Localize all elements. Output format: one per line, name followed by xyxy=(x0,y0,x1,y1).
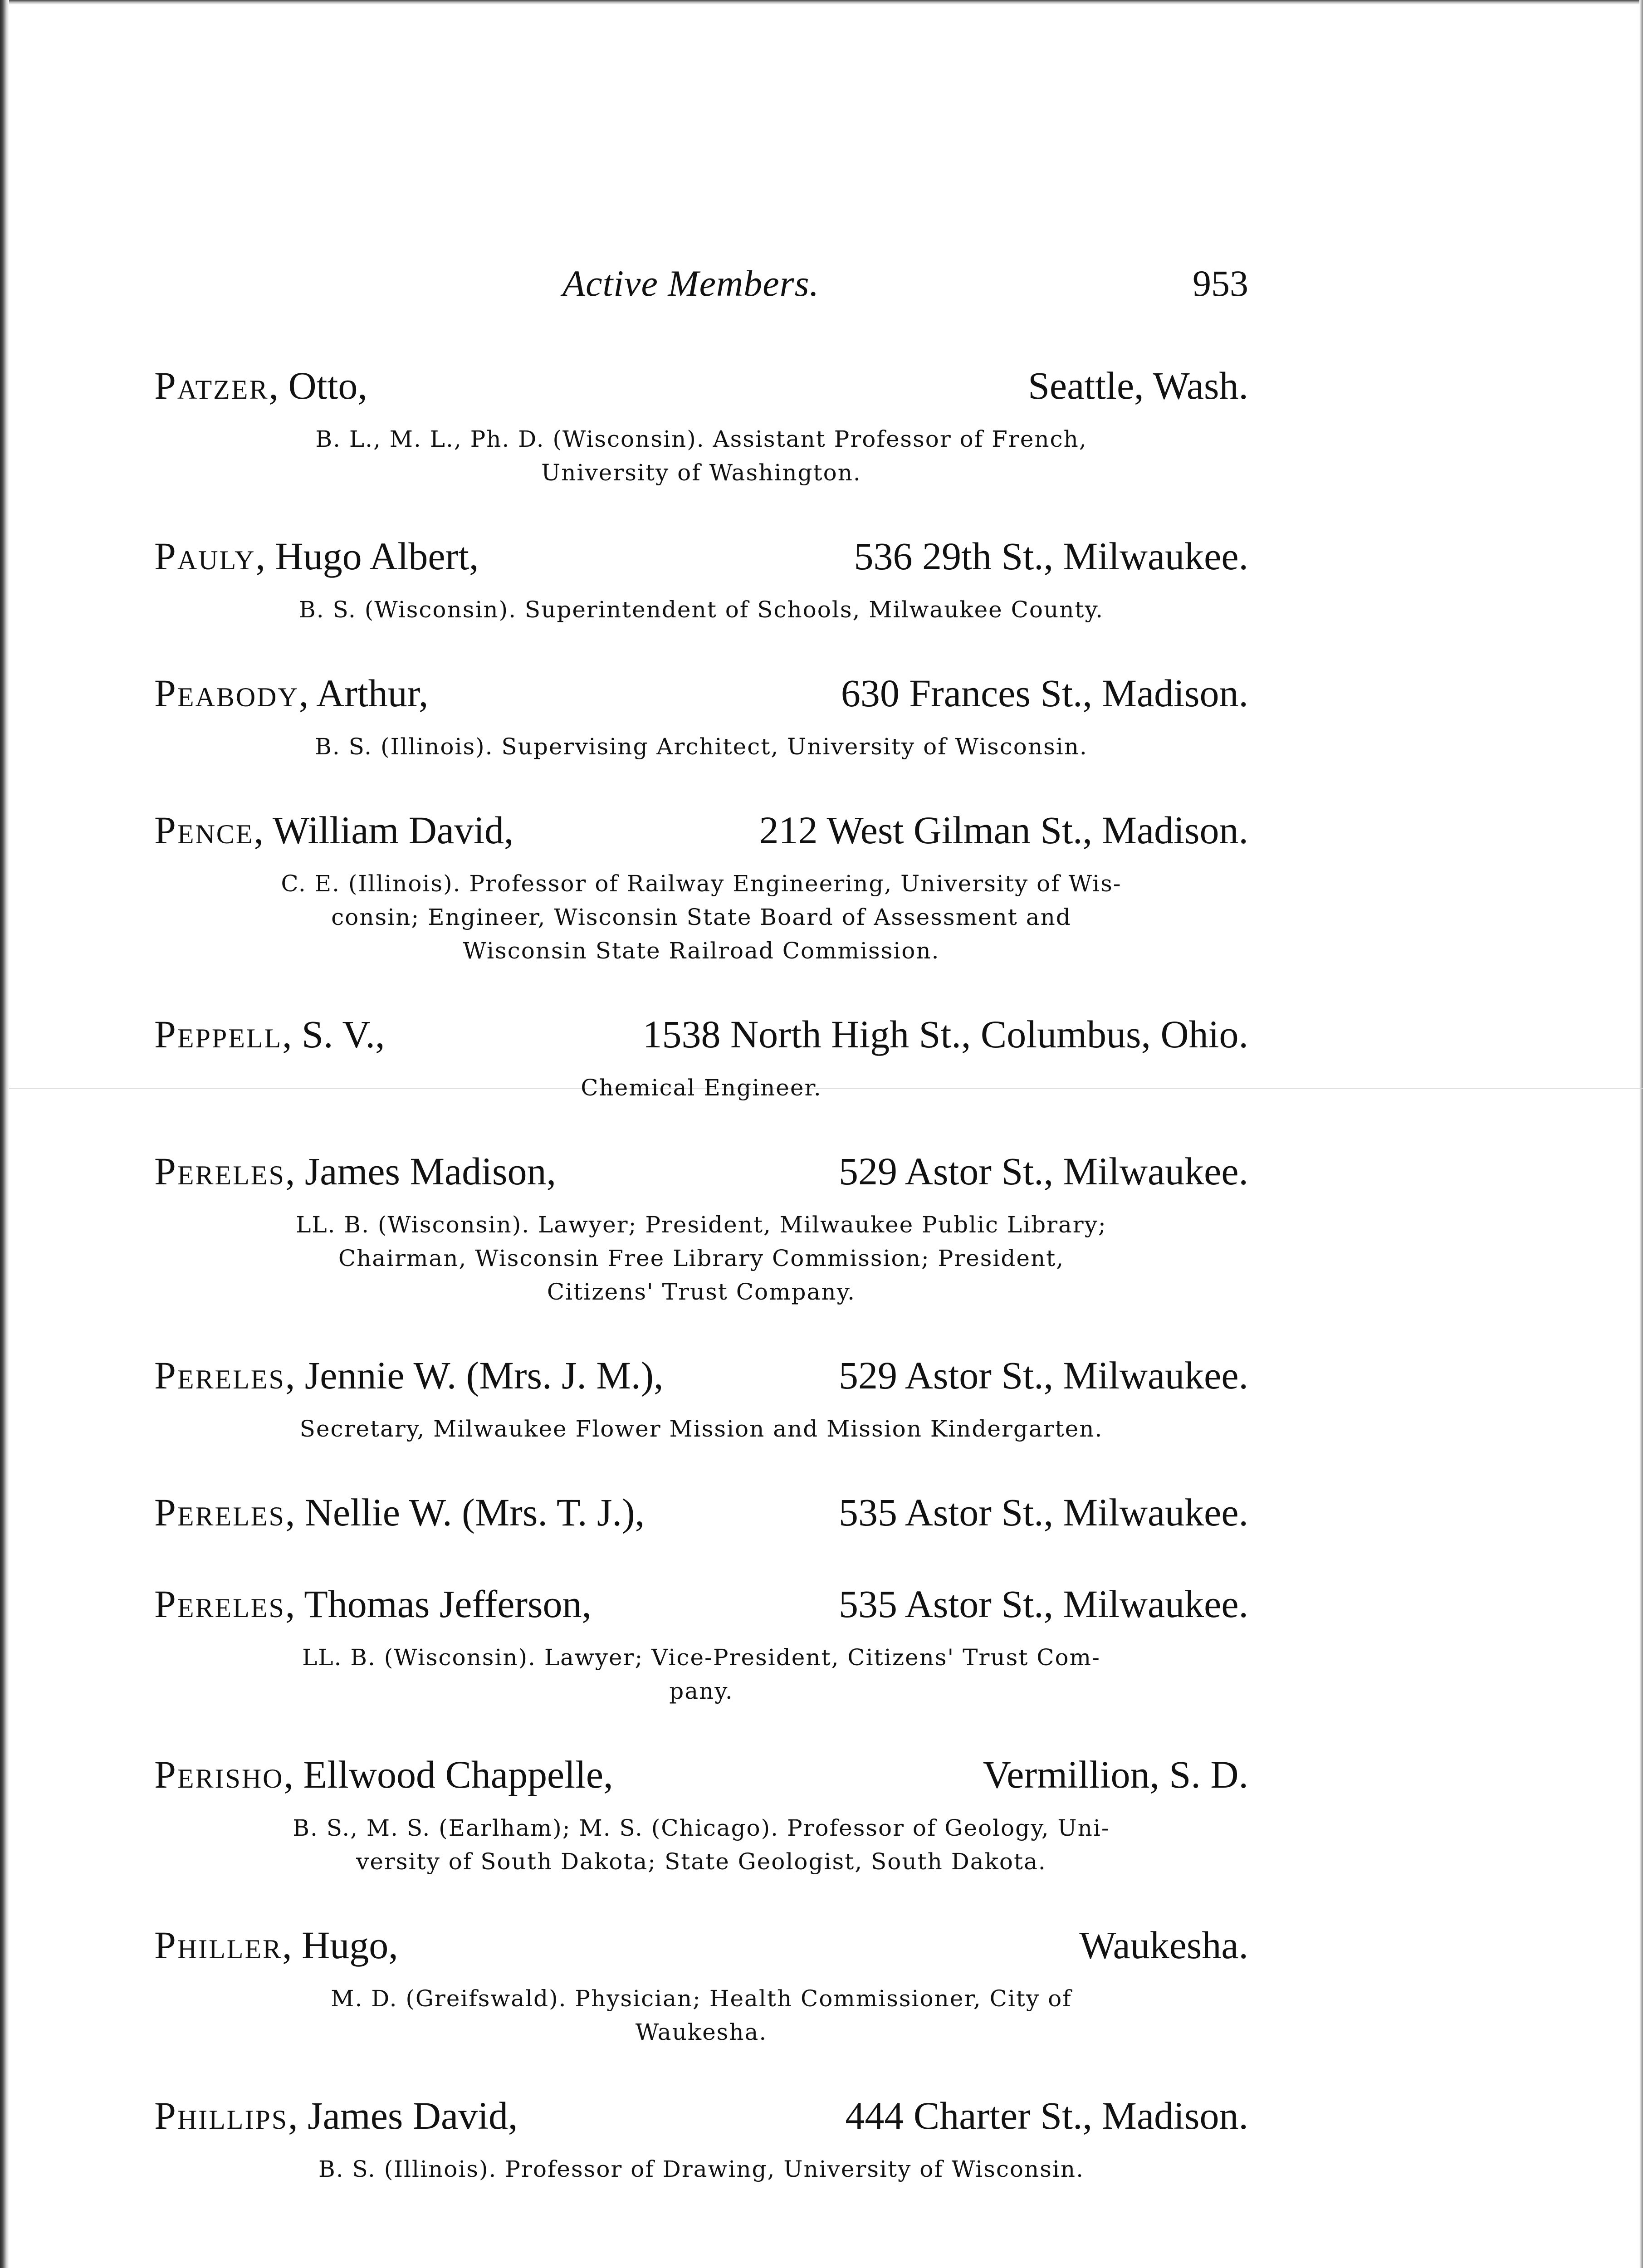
member-given-name: , Otto, xyxy=(269,364,367,407)
member-entry xyxy=(154,1487,1248,1537)
entry-header xyxy=(154,805,1248,855)
member-surname: Pence xyxy=(154,808,254,852)
running-head xyxy=(154,262,1248,321)
member-entry xyxy=(154,2091,1248,2186)
member-description: C. E. (Illinois). Professor of Railway Engineering, University of Wis- consin; Engineer, Wisconsin State Board of Assessment and Wisconsin State Railroad Commission. xyxy=(281,870,1122,964)
member-name xyxy=(154,1579,592,1629)
member-surname: Pauly xyxy=(154,534,256,578)
member-address: 1538 North High St., Columbus, Ohio. xyxy=(642,1012,1248,1056)
member-given-name: , Thomas Jefferson, xyxy=(285,1582,592,1626)
member-address: Vermillion, S. D. xyxy=(983,1753,1248,1796)
member-surname: Pereles xyxy=(154,1582,285,1626)
member-surname: Philler xyxy=(154,1923,283,1967)
page-number: 953 xyxy=(1193,263,1248,304)
member-given-name: , Arthur, xyxy=(298,671,429,715)
member-address: 529 Astor St., Milwaukee. xyxy=(839,1354,1248,1397)
member-description: Secretary, Milwaukee Flower Mission and Mission Kindergarten. xyxy=(299,1416,1103,1442)
member-description: B. S. (Illinois). Supervising Architect, University of Wisconsin. xyxy=(315,733,1088,760)
member-given-name: , William David, xyxy=(254,808,514,852)
member-address: 536 29th St., Milwaukee. xyxy=(854,534,1248,578)
member-address: Seattle, Wash. xyxy=(1028,364,1248,407)
member-surname: Perisho xyxy=(154,1753,284,1796)
member-given-name: , S. V., xyxy=(282,1012,385,1056)
member-description: B. S., M. S. (Earlham); M. S. (Chicago). Professor of Geology, Uni- versity of South Dakota; State Geologist, South Dakota. xyxy=(293,1815,1110,1875)
entry-header xyxy=(154,531,1248,581)
member-name xyxy=(154,2091,518,2141)
member-entry xyxy=(154,1920,1248,2049)
entry-header xyxy=(154,1487,1248,1537)
member-surname: Peabody xyxy=(154,671,299,715)
member-given-name: , Nellie W. (Mrs. T. J.), xyxy=(285,1491,645,1534)
member-surname: Peppell xyxy=(154,1012,283,1056)
member-entry xyxy=(154,361,1248,489)
member-name xyxy=(154,1750,613,1799)
member-entry xyxy=(154,1009,1248,1105)
member-description: B. S. (Wisconsin). Superintendent of Schools, Milwaukee County. xyxy=(298,596,1104,623)
entry-header xyxy=(154,1750,1248,1799)
member-surname: Pereles xyxy=(154,1491,285,1534)
member-given-name: , Jennie W. (Mrs. J. M.), xyxy=(285,1354,664,1397)
member-list xyxy=(154,361,1248,2228)
member-name xyxy=(154,531,479,581)
member-name xyxy=(154,1487,645,1537)
member-address: 535 Astor St., Milwaukee. xyxy=(839,1491,1248,1534)
member-entry xyxy=(154,531,1248,626)
member-name xyxy=(154,361,367,411)
member-name xyxy=(154,1009,385,1059)
running-title: Active Members. xyxy=(562,263,819,304)
entry-header xyxy=(154,1009,1248,1059)
member-name xyxy=(154,668,428,718)
member-description: B. S. (Illinois). Professor of Drawing, University of Wisconsin. xyxy=(318,2156,1084,2182)
member-name xyxy=(154,805,513,855)
member-given-name: , James Madison, xyxy=(285,1149,556,1193)
member-entry xyxy=(154,1146,1248,1309)
member-name xyxy=(154,1920,398,1970)
member-given-name: , Ellwood Chappelle, xyxy=(284,1753,613,1796)
entry-header xyxy=(154,2091,1248,2141)
member-name xyxy=(154,1350,664,1400)
member-description: LL. B. (Wisconsin). Lawyer; Vice-President, Citizens' Trust Com- pany. xyxy=(302,1644,1100,1704)
member-address: 630 Frances St., Madison. xyxy=(841,671,1248,715)
entry-header xyxy=(154,1579,1248,1629)
member-description: B. L., M. L., Ph. D. (Wisconsin). Assistant Professor of French, University of Washington. xyxy=(315,426,1087,486)
member-entry xyxy=(154,1350,1248,1446)
entry-header xyxy=(154,1920,1248,1970)
member-address: 535 Astor St., Milwaukee. xyxy=(839,1582,1248,1626)
member-entry xyxy=(154,805,1248,968)
member-description: LL. B. (Wisconsin). Lawyer; President, Milwaukee Public Library; Chairman, Wisconsin Free Library Commission; President, Citizens' Trust Company. xyxy=(296,1212,1107,1305)
entry-header xyxy=(154,668,1248,718)
member-address: 529 Astor St., Milwaukee. xyxy=(839,1149,1248,1193)
member-description: Chemical Engineer. xyxy=(581,1075,822,1101)
entry-header xyxy=(154,1350,1248,1400)
member-surname: Phillips xyxy=(154,2094,289,2137)
member-surname: Pereles xyxy=(154,1149,285,1193)
member-entry xyxy=(154,1750,1248,1878)
member-entry xyxy=(154,1579,1248,1708)
entry-header xyxy=(154,1146,1248,1196)
member-given-name: , Hugo Albert, xyxy=(255,534,479,578)
member-address: Waukesha. xyxy=(1079,1923,1248,1967)
member-surname: Pereles xyxy=(154,1354,285,1397)
entry-header xyxy=(154,361,1248,411)
member-address: 212 West Gilman St., Madison. xyxy=(759,808,1248,852)
member-given-name: , James David, xyxy=(288,2094,518,2137)
member-entry xyxy=(154,668,1248,763)
member-surname: Patzer xyxy=(154,364,269,407)
member-address: 444 Charter St., Madison. xyxy=(845,2094,1248,2137)
member-given-name: , Hugo, xyxy=(282,1923,398,1967)
member-name xyxy=(154,1146,556,1196)
member-description: M. D. (Greifswald). Physician; Health Commissioner, City of Waukesha. xyxy=(331,1985,1072,2045)
